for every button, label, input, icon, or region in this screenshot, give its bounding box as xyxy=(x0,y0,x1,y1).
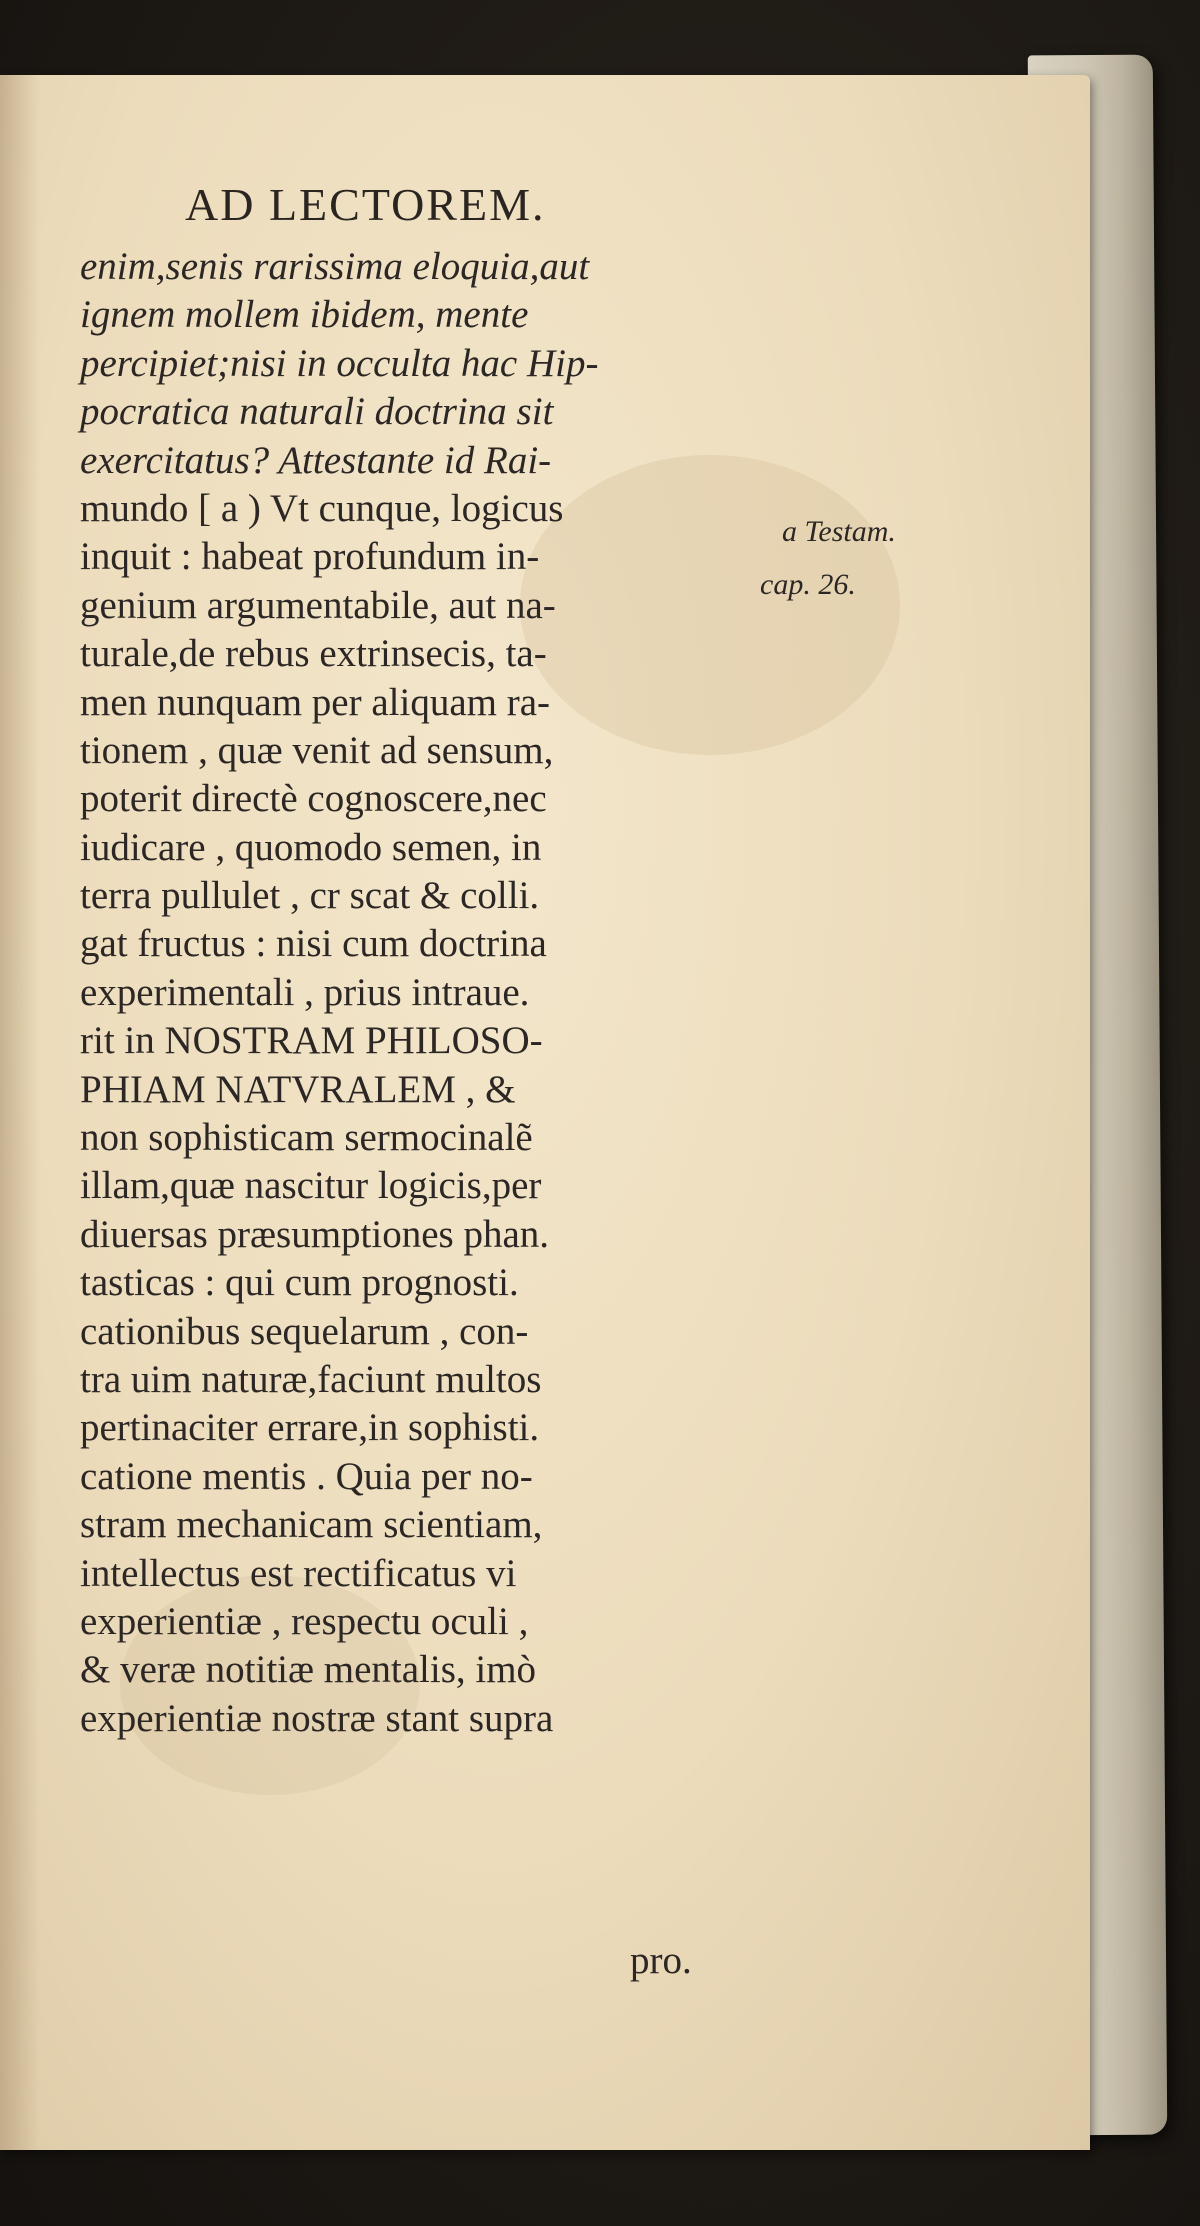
text-line: inquit : habeat profundum in- xyxy=(80,535,540,579)
text-line: cationibus sequelarum , con- xyxy=(80,1309,529,1353)
text-line: ignem mollem ibidem, mente xyxy=(80,293,529,337)
running-head: AD LECTOREM. xyxy=(185,179,546,230)
text-line: mundo [ a ) Vt cunque, logicus xyxy=(80,486,564,530)
text-line: percipiet;nisi in occulta hac Hip- xyxy=(80,341,599,385)
text-line: pertinaciter errare,in sophisti. xyxy=(80,1406,540,1450)
text-line: turale,de rebus extrinsecis, ta- xyxy=(80,632,547,676)
text-line: rit in NOSTRAM PHILOSO- xyxy=(80,1019,543,1063)
text-line: PHIAM NATVRALEM , & xyxy=(80,1067,516,1111)
text-line: enim,senis rarissima eloquia,aut xyxy=(80,245,590,288)
text-line: genium argumentabile, aut na- xyxy=(80,583,556,627)
text-line: non sophisticam sermocinalẽ xyxy=(80,1116,533,1160)
text-line: & veræ notitiæ mentalis, imò xyxy=(80,1648,537,1692)
text-line: iudicare , quomodo semen, in xyxy=(80,825,542,869)
text-line: intellectus est rectificatus vi xyxy=(80,1551,517,1595)
catchword: pro. xyxy=(630,1939,692,1982)
text-line: experientiæ nostræ stant supra xyxy=(80,1696,554,1740)
text-line: tra uim naturæ,faciunt multos xyxy=(80,1357,542,1401)
text-line: illam,quæ nascitur logicis,per xyxy=(80,1164,542,1208)
body-text xyxy=(80,243,780,1743)
margin-note-chapter: cap. 26. xyxy=(760,568,856,601)
text-line: gat fructus : nisi cum doctrina xyxy=(80,922,547,966)
text-line: pocratica naturali doctrina sit xyxy=(80,390,554,434)
text-line: poterit directè cognoscere,nec xyxy=(80,777,547,821)
text-line: tasticas : qui cum prognosti. xyxy=(80,1261,519,1305)
text-line: terra pullulet , cr scat & colli. xyxy=(80,874,540,918)
text-line: catione mentis . Quia per no- xyxy=(80,1454,533,1498)
text-line: diuersas præsumptiones phan. xyxy=(80,1212,550,1256)
text-line: experientiæ , respectu oculi , xyxy=(80,1599,529,1643)
text-line: stram mechanicam scientiam, xyxy=(80,1503,543,1547)
margin-note-reference: a Testam. xyxy=(782,515,896,548)
text-line: exercitatus? Attestante id Rai- xyxy=(80,438,552,482)
text-line: experimentali , prius intraue. xyxy=(80,970,530,1014)
text-line: men nunquam per aliquam ra- xyxy=(80,680,550,724)
text-line: tionem , quæ venit ad sensum, xyxy=(80,728,554,772)
